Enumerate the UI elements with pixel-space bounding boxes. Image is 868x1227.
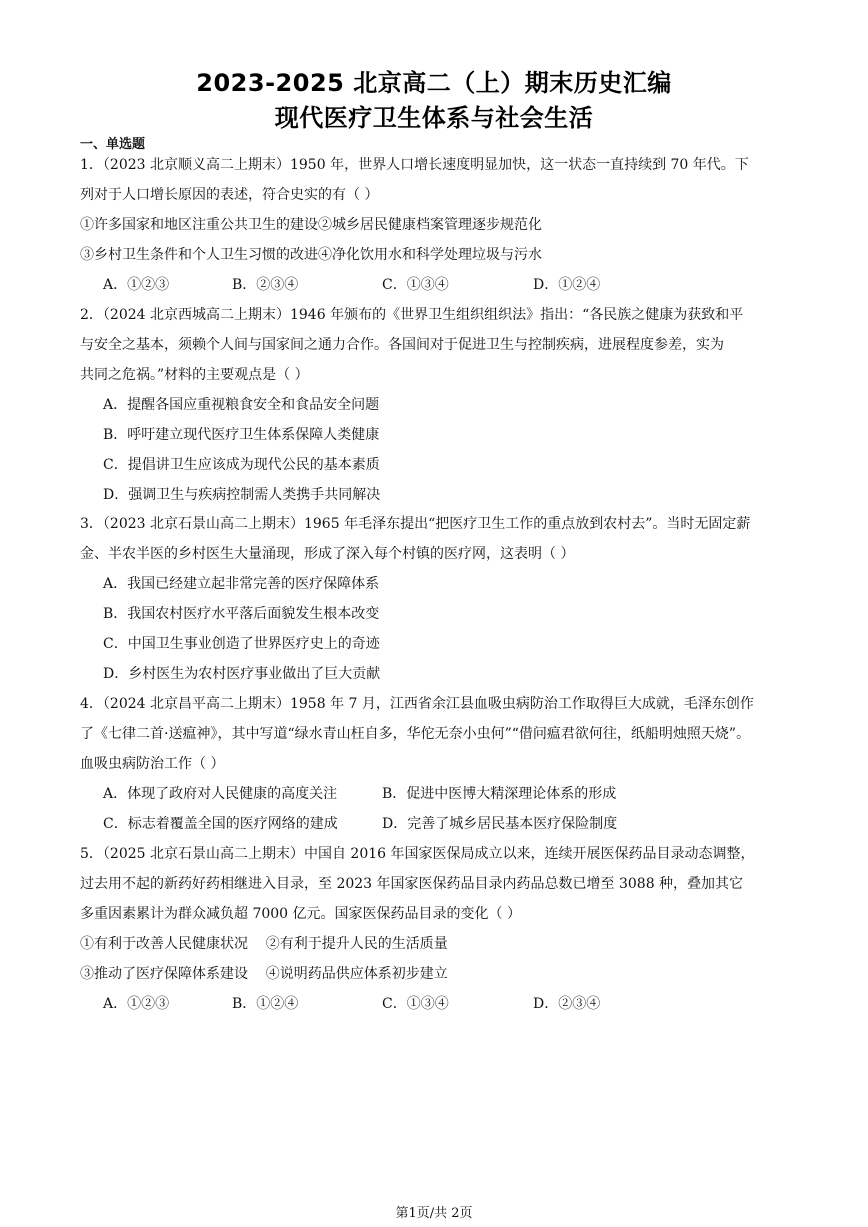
section-heading: 一、单选题 xyxy=(80,137,146,152)
question-4-text-line: 血吸虫病防治工作（ ） xyxy=(80,756,225,772)
question-1-option-d: D．①②④ xyxy=(533,277,601,293)
question-1-text-line: 1．（2023 北京顺义高二上期末）1950 年，世界人口增长速度明显加快，这一状态一直持续到 70 年代。下 xyxy=(80,157,749,173)
question-4-text-line: 4．（2024 北京昌平高二上期末）1958 年 7 月，江西省余江县血吸虫病防治工作取得巨大成就，毛泽东创作 xyxy=(80,696,754,712)
question-1-text-line: 列对于人口增长原因的表述，符合史实的有（ ） xyxy=(80,187,379,203)
question-2-option-c: C．提倡讲卫生应该成为现代公民的基本素质 xyxy=(103,457,380,473)
question-4-text-line: 了《七律二首·送瘟神》，其中写道“绿水青山枉自多，华佗无奈小虫何”“借问瘟君欲何往，纸船明烛照天烧”。 xyxy=(80,726,751,742)
question-1-statement: ①许多国家和地区注重公共卫生的建设②城乡居民健康档案管理逐步规范化 xyxy=(80,217,542,233)
question-2-text-line: 与安全之基本，须赖个人间与国家间之通力合作。各国间对于促进卫生与控制疾病，进展程度参差，实为 xyxy=(80,337,724,353)
question-3-option-c: C．中国卫生事业创造了世界医疗史上的奇迹 xyxy=(103,636,380,652)
question-4-option-c: C．标志着覆盖全国的医疗网络的建成 xyxy=(103,816,338,832)
question-5-statement: ①有利于改善人民健康状况 ②有利于提升人民的生活质量 xyxy=(80,936,448,952)
question-2-text-line: 共同之危祸。”材料的主要观点是（ ） xyxy=(80,367,309,383)
document-title: 2023-2025 北京高二（上）期末历史汇编 xyxy=(196,69,672,97)
question-4-option-b: B．促进中医博大精深理论体系的形成 xyxy=(382,786,617,802)
question-5-option-b: B．①②④ xyxy=(232,996,299,1012)
question-5-option-c: C．①③④ xyxy=(382,996,449,1012)
question-1-option-c: C．①③④ xyxy=(382,277,449,293)
question-5-text-line: 过去用不起的新药好药相继进入目录，至 2023 年国家医保药品目录内药品总数已增至 3088 种，叠加其它 xyxy=(80,876,744,892)
question-4-option-d: D．完善了城乡居民基本医疗保险制度 xyxy=(382,816,618,832)
question-1-option-a: A．①②③ xyxy=(103,277,170,293)
question-3-option-d: D．乡村医生为农村医疗事业做出了巨大贡献 xyxy=(103,666,381,682)
page-number-footer: 第1页/共 2页 xyxy=(395,1206,473,1221)
question-5-option-a: A．①②③ xyxy=(103,996,170,1012)
question-5-text-line: 多重因素累计为群众减负超 7000 亿元。国家医保药品目录的变化（ ） xyxy=(80,906,521,922)
question-2-option-b: B．呼吁建立现代医疗卫生体系保障人类健康 xyxy=(103,427,380,443)
question-2-option-d: D．强调卫生与疾病控制需人类携手共同解决 xyxy=(103,487,381,503)
question-1-statement: ③乡村卫生条件和个人卫生习惯的改进④净化饮用水和科学处理垃圾与污水 xyxy=(80,247,542,263)
question-2-text-line: 2．（2024 北京西城高二上期末）1946 年颁布的《世界卫生组织组织法》指出：“各民族之健康为获致和平 xyxy=(80,307,744,323)
question-4-option-a: A．体现了政府对人民健康的高度关注 xyxy=(103,786,338,802)
question-3-text-line: 金、半农半医的乡村医生大量涌现，形成了深入每个村镇的医疗网，这表明（ ） xyxy=(80,546,575,562)
question-3-option-b: B．我国农村医疗水平落后面貌发生根本改变 xyxy=(103,606,380,622)
question-3-text-line: 3．（2023 北京石景山高二上期末）1965 年毛泽东提出“把医疗卫生工作的重点放到农村去”。当时无固定薪 xyxy=(80,516,751,532)
question-2-option-a: A．提醒各国应重视粮食安全和食品安全问题 xyxy=(103,397,380,413)
question-3-option-a: A．我国已经建立起非常完善的医疗保障体系 xyxy=(103,576,380,592)
document-subtitle: 现代医疗卫生体系与社会生活 xyxy=(274,104,594,132)
question-5-option-d: D．②③④ xyxy=(533,996,601,1012)
question-5-statement: ③推动了医疗保障体系建设 ④说明药品供应体系初步建立 xyxy=(80,966,448,982)
question-5-text-line: 5．（2025 北京石景山高二上期末）中国自 2016 年国家医保局成立以来，连续开展医保药品目录动态调整， xyxy=(80,846,755,862)
question-1-option-b: B．②③④ xyxy=(232,277,299,293)
